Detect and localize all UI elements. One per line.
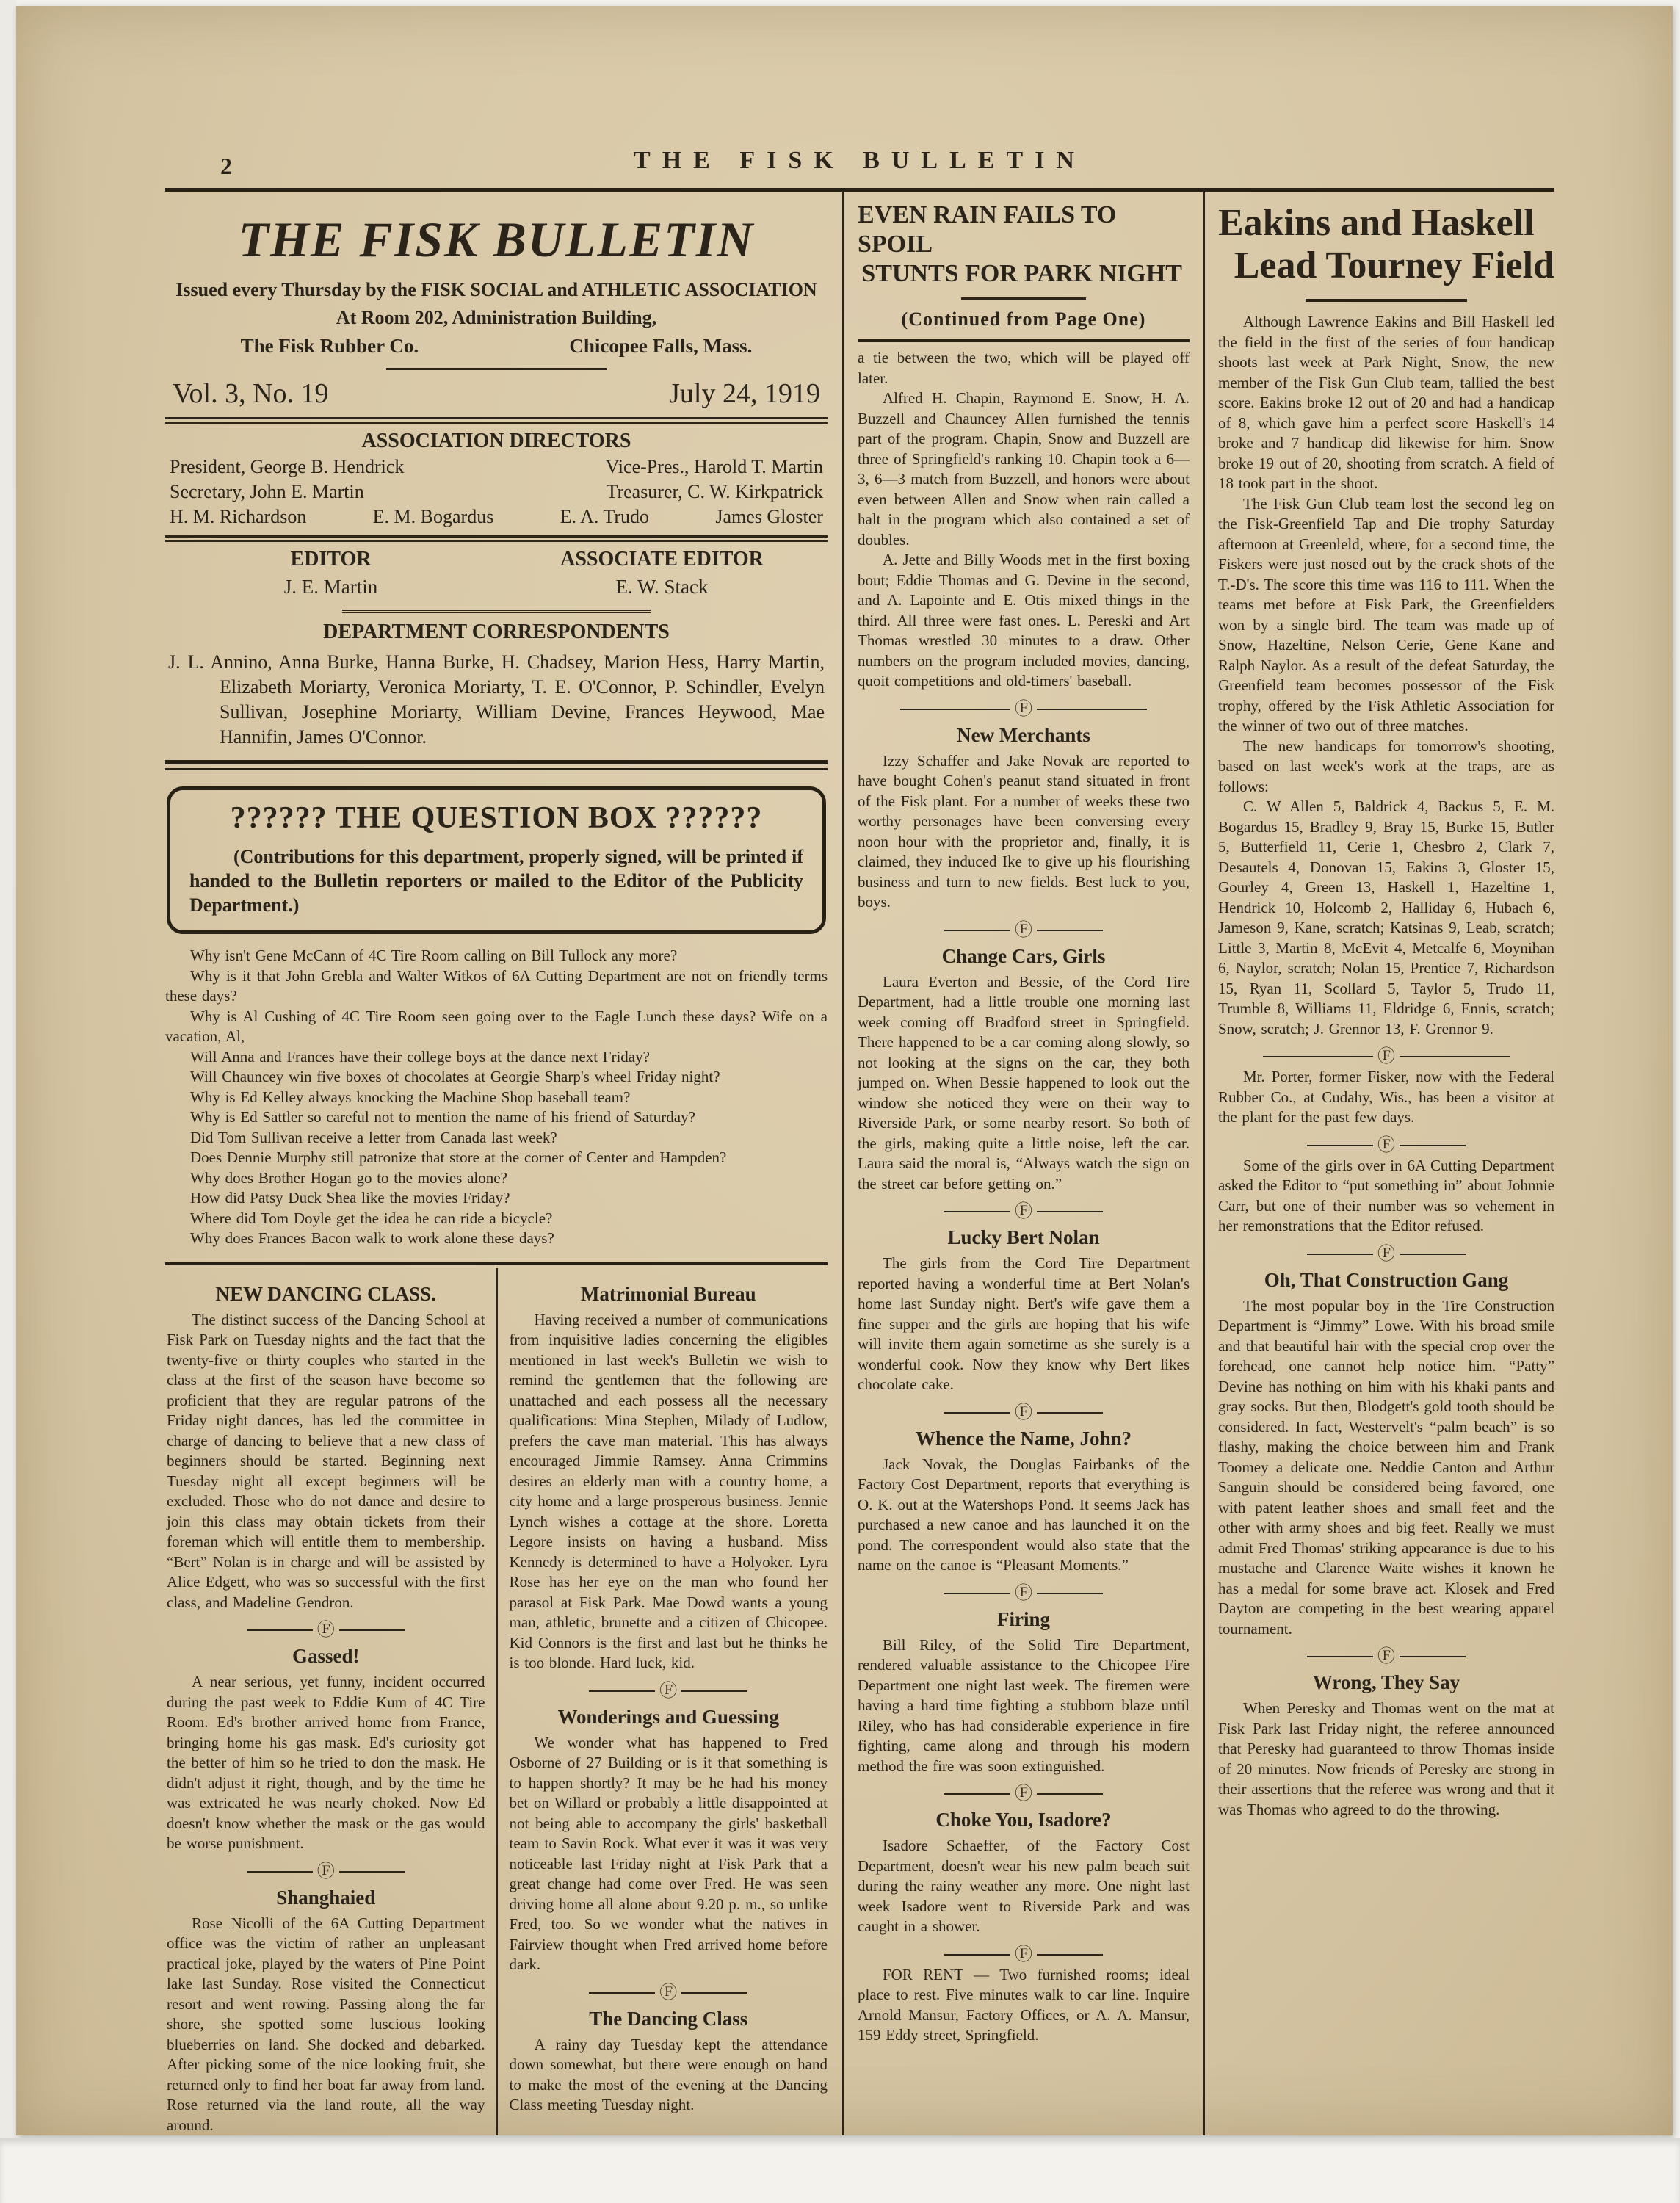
section-divider	[510, 1983, 828, 2003]
issue-date: July 24, 1919	[669, 378, 820, 409]
tourney-headline-line1: Eakins and Haskell	[1218, 202, 1535, 244]
director-name: Secretary, John E. Martin	[170, 481, 364, 502]
question-item: How did Patsy Duck Shea like the movies Friday?	[190, 1189, 510, 1207]
heavy-double-rule	[165, 760, 828, 770]
article-headline: Choke You, Isadore?	[935, 1809, 1112, 1831]
section-rule	[858, 339, 1190, 342]
question-item: Why is it that John Grebla and Walter Witkos of 6A Cutting Department are not on friendly terms these days?	[165, 966, 828, 1005]
article-paragraph: A. Jette and Billy Woods met in the first boxing bout; Eddie Thomas and G. Devine in the second, and A. Lapointe and E. Otis mixed things in the third. All three were fast ones. L. Pereski and Art Thomas wrestled 30 minutes to a draw. Other numbers on the program included movies, dancing, quoit competitions and old-timers' baseball.	[858, 551, 1190, 690]
question-box	[167, 786, 826, 934]
headline-rule	[961, 297, 1086, 300]
editor-heading: EDITOR	[290, 548, 372, 571]
page-number: 2	[220, 153, 232, 179]
running-head	[165, 147, 1554, 185]
article-paragraph: The most popular boy in the Tire Construction Department is “Jimmy” Lowe. With his broad smile and that beautiful hair with the special crop over the forehead, one cannot help notice him. “Patty” Devine has nothing on him with his khaki pants and gray socks. But then, Blodgett's gold tooth should be considered. In fact, Westervelt's “palm beach” is so flashy, making the choice between him and Frank Toomey a delicate one. Neddie Canton and Arthur Sanguin should be considered being favored, one with patent leather shoes and small feet and the other with army shoes and big feet. Really we must admit Fred Thomas' striking appearance is due to his mustache and Clarence Waite wishes it known he has a medal for some brave act. Klosek and Fred Dayton are competing in the best wearing apparel tournament.	[1218, 1296, 1554, 1638]
fisk-ornament-icon: Ⓕ	[1377, 1647, 1395, 1666]
section-rule	[342, 610, 651, 613]
article-paragraph: Having received a number of communications from inquisitive ladies concerning the eligibles mentioned in last week's Bulletin we wish to remind the gentlemen that the following are unattached and each possess all the necessary qualifications: Mina Stephen, Milady of Ludlow, prefers the cave man material. This has always encouraged Jimmie Ramsey. Anna Crimmins desires an elderly man with a country home, a city home and a large prosperous business. Jennie Lynch wishes a cottage at the shore. Loretta Legore insists on having a husband. Miss Kennedy is determined to have a Holyoker. Lyra Rose has her eye on the man who found her parasol at Fisk Park. Mae Dowd wants a young man, athletic, brunette and a citizen of Chicopee. Kid Connors is the first and last but he thinks he is too blonde. Hard luck, kid.	[509, 1310, 828, 1671]
running-title: THE FISK BULLETIN	[634, 147, 1086, 174]
section-divider	[858, 1403, 1190, 1422]
fisk-ornament-icon: Ⓕ	[1377, 1244, 1395, 1264]
question-item: Will Anna and Frances have their college boys at the dance next Friday?	[190, 1047, 650, 1066]
article-paragraph: The distinct success of the Dancing School at Fisk Park on Tuesday nights and the fact that the twenty-five or thirty couples who started in the class at the first of the season have become so proficient that they are regular patrons of the Friday night dances, has led the committee in charge of dancing to believe that a new class of beginners should be started. Beginning next Tuesday night all except beginners will be excluded. Those who do not dance and desire to join this class may obtain tickets from their foreman which will entitle them to membership. “Bert” Nolan is in charge and will be assisted by Alice Edgett, who was so successful with the first class, and Madeline Gendron.	[167, 1310, 485, 1611]
question-item: Did Tom Sullivan receive a letter from Canada last week?	[190, 1128, 557, 1146]
director-name: E. M. Bogardus	[372, 506, 494, 527]
tourney-headline-line2: Lead Tourney Field	[1234, 245, 1554, 286]
editors-row	[165, 548, 828, 598]
question-item: Will Chauncey win five boxes of chocolates at Georgie Sharp's wheel Friday night?	[190, 1068, 720, 1085]
associate-editor-name: E. W. Stack	[615, 576, 709, 598]
section-divider	[858, 1583, 1190, 1603]
handicap-list: C. W Allen 5, Baldrick 4, Backus 5, E. M. Bogardus 15, Bradley 9, Bray 15, Burke 15, Butler 5, Butterfield 11, Cerie 1, Chesbro 2, Clark 7, Desautels 4, Donovan 15, Eakins 3, Gloster 15, Gourley 4, Green 13, Haskell 1, Hazeltine 1, Hendrick 10, Holcomb 2, Halliday 6, Hubach 6, Jameson 9, Kane, scratch; Katsinas 9, Leab, scratch; Little 3, Martin 8, McEvit 4, Metcalfe 6, Moynihan 6, Naylor, scratch; Nolan 15, Prentice 7, Richardson 15, Ryan 11, Scollard 5, Taylor 5, Trudo 11, Trumble 8, Williams 11, Eldridge 6, Ennis, scratch; Snow, scratch; J. Grennor 13, F. Grennor 9.	[1218, 797, 1554, 1038]
article-headline: Wrong, They Say	[1312, 1671, 1460, 1693]
volume-number: Vol. 3, No. 19	[173, 378, 329, 409]
article-headline: Matrimonial Bureau	[580, 1282, 756, 1305]
correspondents-heading: DEPARTMENT CORRESPONDENTS	[323, 621, 670, 643]
masthead-rule	[386, 368, 607, 370]
section-divider	[510, 1681, 828, 1701]
article-paragraph: We wonder what has happened to Fred Osborne of 27 Building or is it that something is to happen shortly? It may be he had his money bet on Willard or probably a little disappointed at not being able to accompany the girls' basketball team to Savin Rock. What ever it was it was very noticeable last Friday night at Fisk Park that a great change had come over Fred. He was seen driving home all alone about 9.20 p. m., so unlike Fred, too. So we wonder what the natives in Fairview thought when Fred arrived home before dark.	[509, 1733, 828, 1973]
director-name: President, George B. Hendrick	[170, 456, 405, 477]
article-headline: Lucky Bert Nolan	[947, 1226, 1100, 1248]
article-paragraph: Izzy Schaffer and Jake Novak are reported to have bought Cohen's peanut stand situated in front of the Fisk plant. For a number of weeks these two worthy personages have been conversing every noon hour with the proprietor and, finally, it is claimed, they induced Ike to give up his flourishing business and turn to new fields. Best luck to you, boys.	[858, 751, 1190, 911]
director-name: E. A. Trudo	[560, 506, 650, 527]
article-headline: NEW DANCING CLASS.	[215, 1282, 436, 1305]
article-paragraph: When Peresky and Thomas went on the mat at Fisk Park last Friday night, the referee announced that Peresky had guaranteed to throw Thomas inside of 20 minutes. Now friends of Peresky are strong in their assertions that the referee was wrong and that it was Thomas who agreed to do the throwing.	[1218, 1699, 1554, 1818]
article-paragraph: The new handicaps for tomorrow's shooting, based on last week's work at the traps, are as follows:	[1218, 737, 1554, 795]
masthead	[165, 211, 828, 417]
question-item: Does Dennie Murphy still patronize that store at the corner of Center and Hampden?	[190, 1148, 727, 1166]
director-name: H. M. Richardson	[170, 506, 307, 527]
fisk-ornament-icon: Ⓕ	[1015, 1945, 1032, 1964]
question-item: Why is Ed Kelley always knocking the Machine Shop baseball team?	[190, 1088, 631, 1106]
article-paragraph: A near serious, yet funny, incident occurred during the past week to Eddie Kum of 4C Tire Room. Ed's brother arrived home from France, bringing home his gas mask. Ed's curiosity got the better of him so he tried to don the mask. He didn't adjust it right, though, and by the time he was extricated he was nearly choked. Now Ed doesn't know whether the mask or the gas would be worse punishment.	[167, 1673, 485, 1852]
section-divider	[1218, 1049, 1554, 1064]
page-content	[165, 147, 1554, 2135]
article-paragraph: Laura Everton and Bessie, of the Cord Tire Department, had a little trouble one morning last week coming off Bradford street in Springfield. There happened to be a car coming along slowly, so not looking at the signs on the car, they both jumped on. When Bessie happened to look out the window she noticed they were on their way to Riverside Park, or some nearby resort. So both of the girls, making quite a little noise, left the car. Laura said the moral is, “Always watch the sign on the street car before getting on.”	[858, 972, 1190, 1193]
masthead-address-line: At Room 202, Administration Building,	[336, 307, 657, 328]
director-name: Vice-Pres., Harold T. Martin	[605, 456, 823, 477]
article-paragraph: Rose Nicolli of the 6A Cutting Department office was the victim of rather an unpleasant practical joke, played by the waters of Pine Point lake last Sunday. Rose visited the Connecticut resort and went rowing. Passing along the far shore, she spotted some luscious looking blueberries on land. She docked and debarked. After picking some of the nice looking fruit, she returned only to find her boat far away from land. Rose returned via the land route, all the way around.	[167, 1914, 485, 2134]
article-paragraph: The Fisk Gun Club team lost the second leg on the Fisk-Greenfield Tap and Die trophy Saturday afternoon at Greenleld, where, for a second time, the Fiskers were just nosed out by the crack shots of the T.-D's. The score this time was 116 to 111. When the teams met before at Fisk Park, the Greenfielders won by a single bird. The team was made up of Snow, Hazeltine, Nelson Cerie, Gene Kane and Ralph Naylor. As a result of the defeat Saturday, the Greenfield team becomes possessor of the Fisk trophy, offered by the Fisk Athletic Association for the winner of two out of three matches.	[1218, 494, 1554, 734]
question-list	[165, 946, 828, 1249]
fisk-ornament-icon: Ⓕ	[659, 1983, 678, 2003]
double-rule	[165, 417, 828, 424]
question-item: Why is Al Cushing of 4C Tire Room seen going over to the Eagle Lunch these days? Wife on a vacation, Al,	[165, 1007, 828, 1045]
article-paragraph: The girls from the Cord Tire Department reported having a wonderful time at Bert Nolan's home last Sunday night. Bert's wife gave them a fine supper and the girls are hoping that his wife will invite them again sometime as she surely is a wonderful cook. Now they know why Bert likes chocolate cake.	[858, 1254, 1190, 1393]
fisk-ornament-icon: Ⓕ	[316, 1621, 335, 1640]
section-divider	[858, 1784, 1190, 1804]
fisk-ornament-icon: Ⓕ	[1015, 699, 1032, 719]
question-item: Why is Ed Sattler so careful not to mention the name of his friend of Saturday?	[190, 1108, 695, 1126]
question-item: Why does Frances Bacon walk to work alone these days?	[190, 1229, 554, 1247]
continued-note: (Continued from Page One)	[901, 308, 1146, 330]
article-paragraph: Isadore Schaeffer, of the Factory Cost Department, doesn't wear his new palm beach suit during the rainy weather any more. One night last week Isadore went to Riverside Park and was caught in a shower.	[858, 1837, 1190, 1935]
section-divider	[858, 1947, 1190, 1962]
column-1	[165, 1268, 496, 2136]
director-name: Treasurer, C. W. Kirkpatrick	[606, 481, 823, 502]
fisk-ornament-icon: Ⓕ	[1377, 1047, 1395, 1066]
scan-edge-left	[0, 0, 16, 2203]
left-super-column	[165, 192, 842, 2135]
news-note: Some of the girls over in 6A Cutting Department asked the Editor to “put something in” about Johnnie Carr, but one of their number was so vehement in her remonstrations that the Editor refused.	[1218, 1156, 1554, 1234]
article-headline: Change Cars, Girls	[941, 944, 1106, 967]
park-night-headline-line1: EVEN RAIN FAILS TO SPOIL	[858, 201, 1117, 258]
question-box-note: (Contributions for this department, properly signed, will be printed if handed to the Bulletin reporters or mailed to the Editor of the Publicity Department.)	[189, 846, 803, 916]
double-rule	[165, 535, 828, 542]
headline-rule	[1306, 299, 1467, 302]
section-rule	[165, 1262, 828, 1265]
article-paragraph: a tie between the two, which will be played off later.	[858, 349, 1190, 387]
question-item: Where did Tom Doyle get the idea he can ride a bicycle?	[190, 1209, 553, 1227]
associate-editor-heading: ASSOCIATE EDITOR	[560, 548, 764, 571]
question-box-title: ?????? THE QUESTION BOX ??????	[230, 801, 763, 835]
fisk-ornament-icon: Ⓕ	[659, 1681, 678, 1701]
masthead-company: The Fisk Rubber Co.	[240, 335, 419, 357]
scan-edge-bottom	[0, 2138, 1680, 2203]
section-divider	[858, 920, 1190, 940]
article-paragraph: A rainy day Tuesday kept the attendance down somewhat, but there were enough on hand to make the most of the evening at the Dancing Class meeting Tuesday night.	[509, 2035, 828, 2113]
fisk-ornament-icon: Ⓕ	[1015, 920, 1032, 940]
article-paragraph: Although Lawrence Eakins and Bill Haskell led the field in the first of the series of four handicap shoots last week at Park Night, Snow, the new member of the Fisk Gun Club team, tallied the best score. Eakins broke 12 out of 20 and had a handicap of 8, which gave him a perfect score Haskell's 14 broke and 7 handicap did likewise for him. Snow broke 19 out of 20, shooting from scratch. A field of 18 took part in the shoot.	[1218, 313, 1554, 492]
question-item: Why does Brother Hogan go to the movies alone?	[190, 1168, 507, 1187]
article-headline: Gassed!	[292, 1645, 360, 1667]
masthead-location: Chicopee Falls, Mass.	[569, 335, 753, 357]
article-headline: The Dancing Class	[589, 2007, 748, 2030]
article-paragraph: Bill Riley, of the Solid Tire Department, rendered valuable assistance to the Chicopee Fire Department one night last week. The firemen were having a hard time fighting a stubborn blaze until Riley, who has had considerable experience in fire fighting, came along and through his modern method the fire was soon extinguished.	[858, 1635, 1190, 1775]
fisk-ornament-icon: Ⓕ	[1015, 1784, 1032, 1804]
directors-heading: ASSOCIATION DIRECTORS	[361, 430, 631, 452]
section-divider	[167, 1623, 485, 1638]
masthead-title: THE FISK BULLETIN	[238, 211, 755, 267]
column-3	[842, 192, 1203, 2135]
article-paragraph: Jack Novak, the Douglas Fairbanks of the Factory Cost Department, reports that everything is O. K. out at the Watershops Pond. It seems Jack has purchased a new canoe and has launched it on the pond. The correspondent would also state that the name on the canoe is “Pleasant Moments.”	[858, 1455, 1190, 1574]
column-4	[1203, 192, 1554, 2135]
fisk-ornament-icon: Ⓕ	[316, 1862, 335, 1881]
section-divider	[1218, 1244, 1554, 1264]
section-divider	[858, 1204, 1190, 1219]
fisk-ornament-icon: Ⓕ	[1015, 1403, 1032, 1422]
fisk-ornament-icon: Ⓕ	[1015, 1583, 1032, 1603]
classified-ad: FOR RENT — Two furnished rooms; ideal place to rest. Five minutes walk to car line. Inquire Arnold Mansur, Factory Offices, or A. A. Mansur, 159 Eddy street, Springfield.	[858, 1965, 1190, 2044]
question-item: Why isn't Gene McCann of 4C Tire Room calling on Bill Tullock any more?	[190, 947, 678, 964]
section-divider	[1218, 1135, 1554, 1155]
section-divider	[858, 699, 1190, 719]
fisk-ornament-icon: Ⓕ	[1377, 1135, 1395, 1155]
article-headline: Shanghaied	[276, 1886, 376, 1909]
article-headline: Wonderings and Guessing	[557, 1705, 780, 1728]
article-headline: Oh, That Construction Gang	[1264, 1268, 1509, 1291]
director-name: James Gloster	[715, 506, 823, 527]
article-headline: Whence the Name, John?	[916, 1427, 1132, 1450]
article-headline: New Merchants	[957, 723, 1090, 746]
park-night-headline-line2: STUNTS FOR PARK NIGHT	[861, 260, 1182, 287]
column-2	[496, 1268, 828, 2136]
masthead-issued-line: Issued every Thursday by the FISK SOCIAL and ATHLETIC ASSOCIATION	[175, 279, 817, 300]
fisk-ornament-icon: Ⓕ	[1015, 1202, 1032, 1221]
news-note: Mr. Porter, former Fisker, now with the Federal Rubber Co., at Cudahy, Wis., has been a visitor at the plant for the past few days.	[1218, 1068, 1554, 1126]
section-divider	[167, 1864, 485, 1879]
article-headline: Firing	[997, 1607, 1050, 1630]
article-paragraph: Alfred H. Chapin, Raymond E. Snow, H. A. Buzzell and Chauncey Allen furnished the tennis part of the program. Chapin, Snow and Buzzell are three of Springfield's ranking 10. Chapin took a 6—3, 6—3 match from Buzzell, and honors were about even between Allen and Snow when rain called a halt in the program which also contained a set of doubles.	[858, 389, 1190, 549]
correspondents-names: J. L. Annino, Anna Burke, Hanna Burke, H. Chadsey, Marion Hess, Harry Martin, Elizabeth Moriarty, Veronica Moriarty, T. E. O'Connor, P. Schindler, Evelyn Sullivan, Josephine Moriarty, William Devine, Frances Heywood, Mae Hannifin, James O'Connor.	[168, 651, 825, 748]
editor-name: J. E. Martin	[283, 576, 378, 598]
section-divider	[1218, 1649, 1554, 1664]
